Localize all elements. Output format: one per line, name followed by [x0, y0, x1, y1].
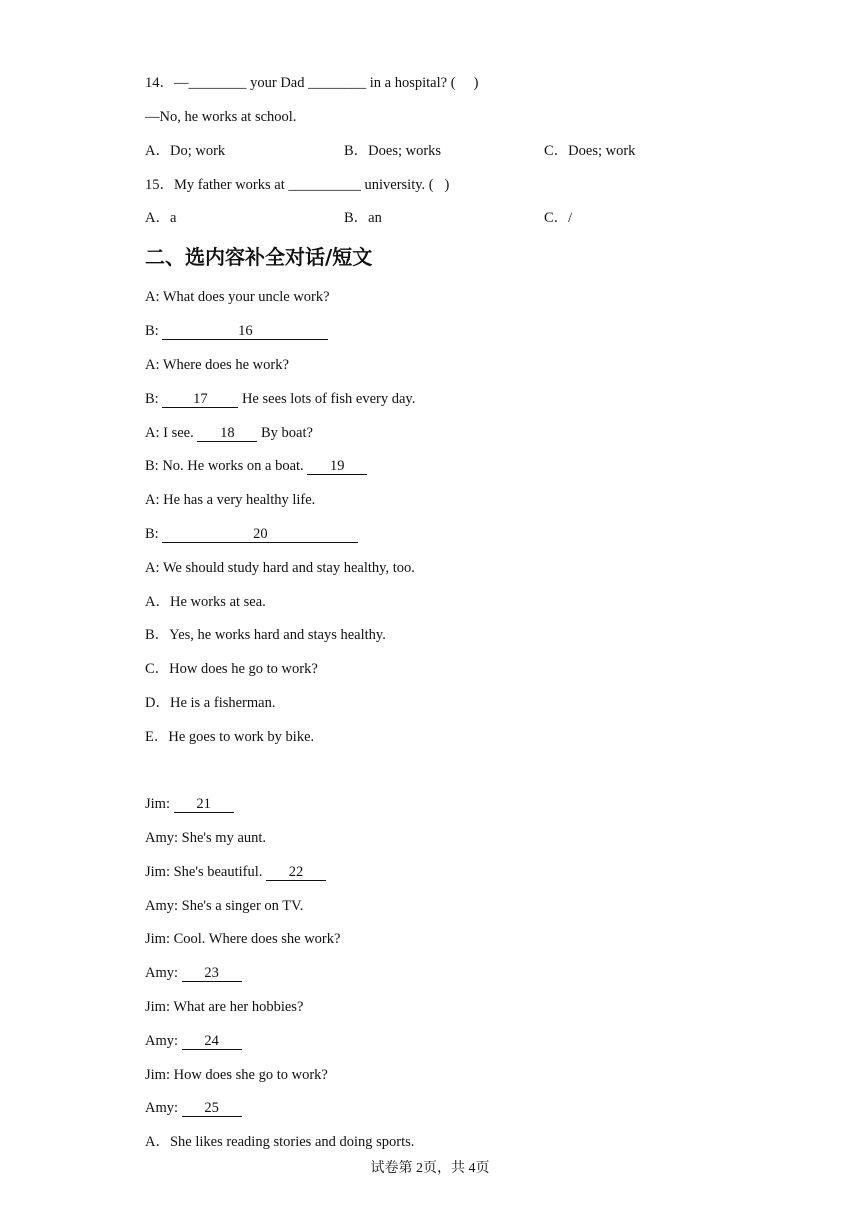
- q14-blank-a: ________: [188, 75, 247, 91]
- q15-option-a: A．a: [145, 210, 177, 226]
- dialogue2-option-a: A．She likes reading stories and doing sports.: [145, 1134, 415, 1150]
- q15-prefix: 15．My father works at: [145, 177, 289, 193]
- speaker-prefix: Amy:: [145, 1033, 182, 1049]
- q14-option-b: B．Does; works: [344, 143, 442, 159]
- answer-blank-24[interactable]: 24: [182, 1033, 242, 1050]
- answer-blank-20[interactable]: 20: [162, 526, 358, 543]
- answer-blank-23[interactable]: 23: [182, 965, 242, 982]
- answer-blank-16[interactable]: 16: [162, 323, 328, 340]
- answer-blank-19[interactable]: 19: [307, 458, 367, 475]
- page-footer: 试卷第 2页，共 4页: [370, 1161, 490, 1176]
- dialogue1-option-d: D．He is a fisherman.: [145, 695, 276, 711]
- q15-suffix: university. ( ): [360, 177, 450, 193]
- dialogue2-line-8: [145, 1032, 242, 1050]
- q14-prefix: 14．—: [145, 75, 189, 91]
- dialogue2-line-3: [145, 863, 326, 881]
- q14-suffix: in a hospital? ( ): [366, 75, 479, 91]
- dialogue1-line-5: [145, 424, 313, 442]
- q15-option-c: C．/: [544, 210, 573, 226]
- q15-blank: __________: [288, 177, 361, 193]
- q14-mid: your Dad: [246, 75, 309, 91]
- answer-blank-25[interactable]: 25: [182, 1100, 242, 1117]
- dialogue1-option-e: E．He goes to work by bike.: [145, 729, 315, 745]
- question-14: [145, 74, 478, 92]
- answer-blank-17[interactable]: 17: [162, 391, 238, 408]
- dialogue1-line-3: A: Where does he work?: [145, 357, 289, 373]
- speaker-prefix: Amy:: [145, 965, 182, 981]
- speaker-prefix: B:: [145, 323, 163, 339]
- q15-option-b: B．an: [344, 210, 382, 226]
- q14-option-c: C．Does; work: [544, 143, 636, 159]
- dialogue2-line-7: Jim: What are her hobbies?: [145, 999, 304, 1015]
- dialogue1-line-7: A: He has a very healthy life.: [145, 492, 316, 508]
- q14-reply: —No, he works at school.: [145, 109, 297, 125]
- dialogue1-line-2: [145, 322, 328, 340]
- answer-blank-21[interactable]: 21: [174, 796, 234, 813]
- dialogue2-line-9: Jim: How does she go to work?: [145, 1067, 328, 1083]
- speaker-prefix: A: I see.: [145, 425, 198, 441]
- line-suffix: He sees lots of fish every day.: [238, 391, 416, 407]
- speaker-prefix: Jim: She's beautiful.: [145, 864, 267, 880]
- dialogue1-line-6: [145, 457, 367, 475]
- q14-blank-b: ________: [308, 75, 367, 91]
- dialogue1-option-c: C．How does he go to work?: [145, 661, 318, 677]
- speaker-prefix: B:: [145, 526, 163, 542]
- dialogue2-line-10: [145, 1099, 242, 1117]
- dialogue1-option-a: A．He works at sea.: [145, 594, 266, 610]
- speaker-prefix: Amy:: [145, 1100, 182, 1116]
- dialogue1-line-9: A: We should study hard and stay healthy, too.: [145, 560, 415, 576]
- answer-blank-22[interactable]: 22: [266, 864, 326, 881]
- dialogue2-line-6: [145, 964, 242, 982]
- dialogue2-line-1: [145, 795, 234, 813]
- question-15: [145, 176, 449, 194]
- q14-option-a: A．Do; work: [145, 143, 226, 159]
- dialogue2-line-4: Amy: She's a singer on TV.: [145, 898, 304, 914]
- answer-blank-18[interactable]: 18: [197, 425, 257, 442]
- dialogue1-option-b: B．Yes, he works hard and stays healthy.: [145, 627, 386, 643]
- dialogue2-line-5: Jim: Cool. Where does she work?: [145, 931, 341, 947]
- speaker-prefix: Jim:: [145, 796, 174, 812]
- line-suffix: By boat?: [257, 425, 313, 441]
- dialogue1-line-4: [145, 390, 415, 408]
- speaker-prefix: B: No. He works on a boat.: [145, 458, 308, 474]
- section-heading: 二、选内容补全对话/短文: [145, 245, 373, 269]
- speaker-prefix: B:: [145, 391, 163, 407]
- dialogue1-line-8: [145, 525, 358, 543]
- dialogue1-line-1: A: What does your uncle work?: [145, 289, 330, 305]
- dialogue2-line-2: Amy: She's my aunt.: [145, 830, 267, 846]
